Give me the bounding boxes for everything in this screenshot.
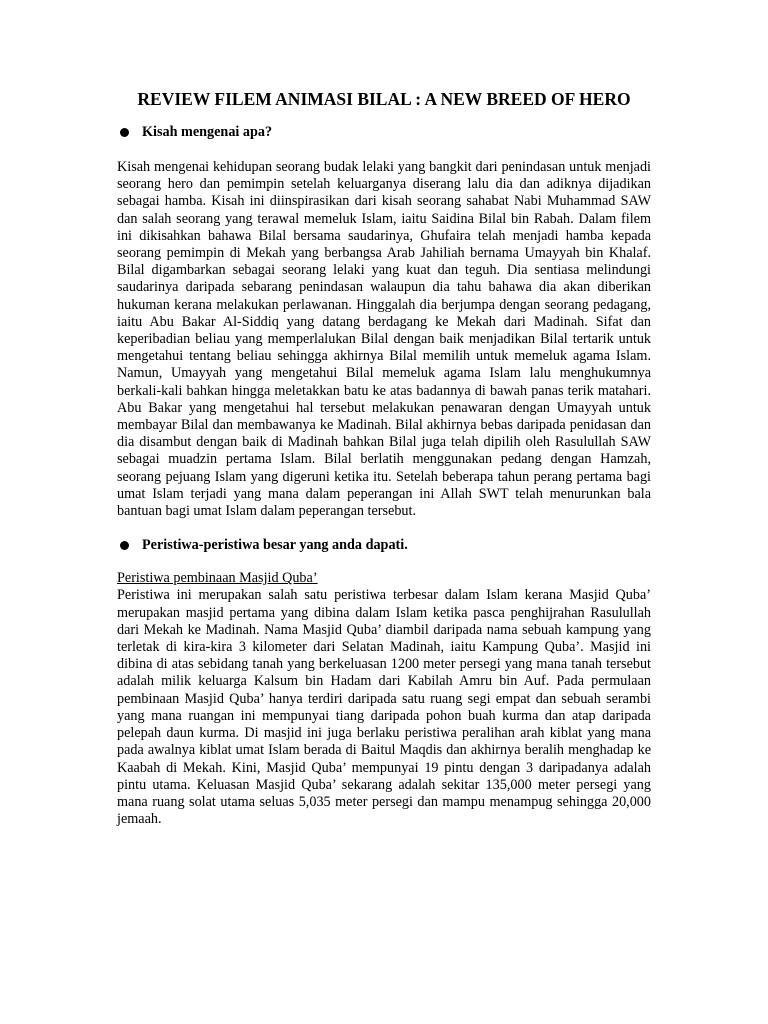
subheading-masjid-quba: Peristiwa pembinaan Masjid Quba’ xyxy=(117,570,318,587)
section-heading-label: Peristiwa-peristiwa besar yang anda dapati. xyxy=(142,537,408,554)
section-heading-kisah xyxy=(117,123,651,141)
document-title: REVIEW FILEM ANIMASI BILAL : A NEW BREED OF HERO xyxy=(137,89,631,109)
paragraph-masjid-quba: Peristiwa ini merupakan salah satu peristiwa terbesar dalam Islam kerana Masjid Quba’ merupakan masjid pertama yang dibina dalam Islam ketika pasca penghijrahan Rasulullah dari Mekah ke Madinah. Nama Masjid Quba’ diambil daripada nama sebuah kampung yang terletak di kira-kira 3 kilometer dari Selatan Madinah, iaitu Kampung Quba’. Masjid ini dibina di atas sebidang tanah yang berkeluasan 1200 meter persegi yang mana tanah tersebut adalah milik keluarga Kalsum bin Hadam dari Kabilah Amru bin Auf. Pada permulaan pembinaan Masjid Quba’ hanya terdiri daripada satu ruang segi empat dan sebuah serambi yang mana ruangan ini mempunyai tiang daripada pohon buah kurma dan atap daripada pelepah daun kurma. Di masjid ini juga berlaku peristiwa peralihan arah kiblat yang mana pada awalnya kiblat umat Islam berada di Baitul Maqdis dan akhirnya beralih menghadap ke Kaabah di Mekah. Kini, Masjid Quba’ mempunyai 19 pintu dengan 3 daripadanya adalah pintu utama. Keluasan Masjid Quba’ sekarang adalah sekitar 135,000 meter persegi yang mana ruang solat utama seluas 5,035 meter persegi dan mampu menampug sehingga 20,000 jemaah. xyxy=(117,587,651,828)
bullet-icon xyxy=(120,541,129,550)
paragraph-kisah: Kisah mengenai kehidupan seorang budak lelaki yang bangkit dari penindasan untuk menjadi seorang hero dan pemimpin setelah keluarganya diserang lalu dia dan adiknya dijadikan sebagai hamba. Kisah ini diinspirasikan dari kisah seorang sahabat Nabi Muhammad SAW dan salah seorang yang terawal memeluk Islam, iaitu Saidina Bilal bin Rabah. Dalam filem ini dikisahkan bahawa Bilal bersama saudarinya, Ghufaira telah menjadi hamba kepada seorang pemimpin di Mekah yang berbangsa Arab Jahiliah bernama Umayyah bin Khalaf. Bilal digambarkan sebagai seorang lelaki yang kuat dan teguh. Dia sentiasa melindungi saudarinya daripada sebarang penindasan walaupun dia tahu bahawa dia akan diberikan hukuman kerana melakukan perlawanan. Hinggalah dia berjumpa dengan seorang pedagang, iaitu Abu Bakar Al-Siddiq yang datang berdagang ke Mekah dari Madinah. Sifat dan keperibadian beliau yang memperlalukan Bilal dengan baik menjadikan Bilal tertarik untuk mengetahui tentang beliau sehingga akhirnya Bilal memilih untuk memeluk agama Islam. Namun, Umayyah yang mengetahui Bilal memeluk agama Islam lalu menghukumnya berkali-kali bahkan hingga meletakkan batu ke atas badannya di bawah panas terik matahari. Abu Bakar yang mengetahui hal tersebut melakukan penawaran dengan Umayyah untuk membayar Bilal dan membawanya ke Madinah. Bilal akhirnya bebas daripada penidasan dan dia disambut dengan baik di Madinah bahkan Bilal juga telah dipilih oleh Rasulullah SAW sebagai muadzin pertama Islam. Bilal berlatih menggunakan pedang dengan Hamzah, seorang pejuang Islam yang digeruni ketika itu. Setelah beberapa tahun perang pertama bagi umat Islam terjadi yang mana dalam peperangan ini Allah SWT telah menurunkan bala bantuan bagi umat Islam dalam peperangan tersebut. xyxy=(117,159,651,520)
bullet-icon xyxy=(120,128,129,137)
section-heading-peristiwa xyxy=(117,536,651,554)
document-page xyxy=(117,88,651,828)
section-heading-label: Kisah mengenai apa? xyxy=(142,124,273,140)
